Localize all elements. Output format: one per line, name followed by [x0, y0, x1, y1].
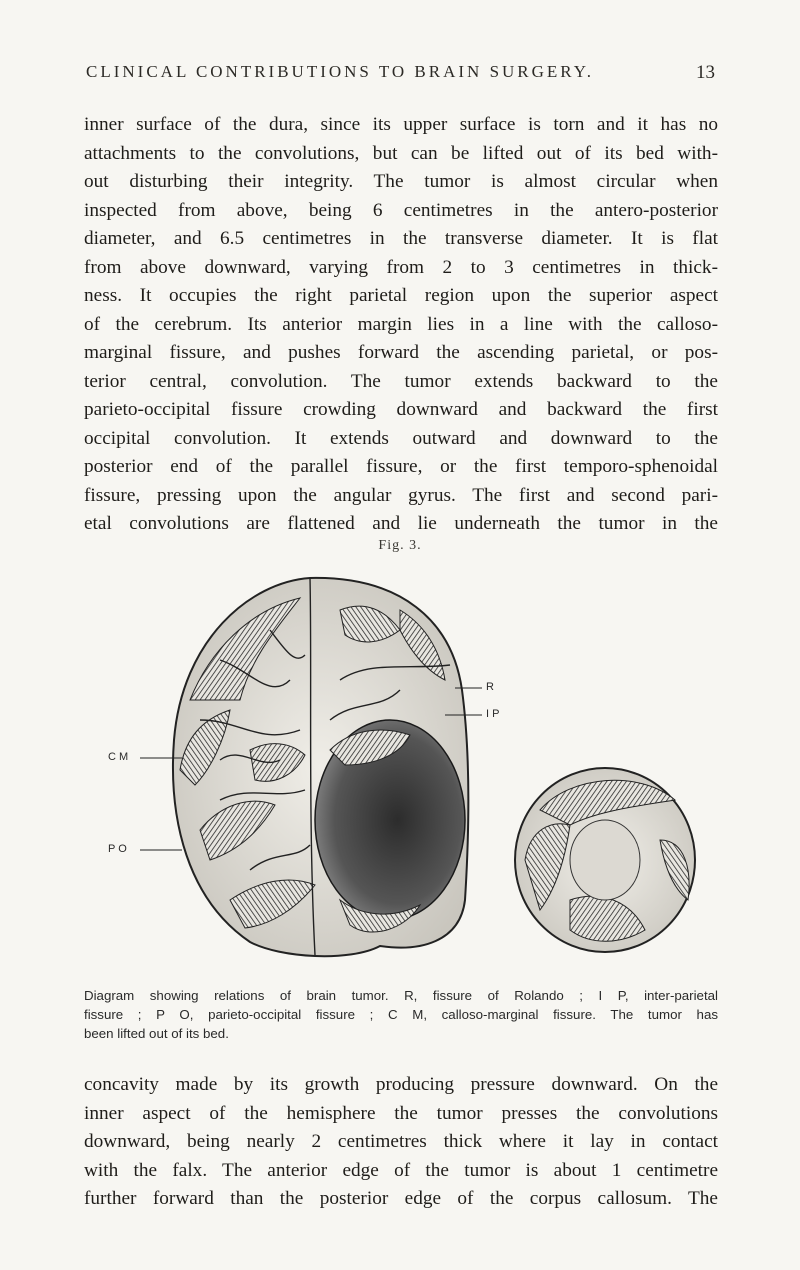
text-line: ness. It occupies the right parietal region upon the superior aspect	[84, 285, 718, 306]
label-cm: C M	[108, 751, 129, 763]
page-number: 13	[696, 62, 715, 83]
paragraph-2	[84, 1071, 718, 1214]
brain-diagram-illustration	[100, 570, 760, 960]
text-line: inspected from above, being 6 centimetres in the antero-posterior	[84, 199, 718, 221]
label-po: P O	[108, 843, 127, 855]
text-line: attachments to the convolutions, but can be lifted out of its bed with-	[84, 142, 718, 164]
text-line: concavity made by its growth producing pressure downward. On the	[84, 1074, 718, 1095]
caption-line: been lifted out of its bed.	[84, 1026, 229, 1041]
brain-diagram	[100, 570, 760, 960]
text-line: of the cerebrum. Its anterior margin lies in a line with the calloso-	[84, 313, 718, 335]
text-line: with the falx. The anterior edge of the tumor is about 1 centimetre	[84, 1159, 718, 1181]
text-line: terior central, convolution. The tumor extends backward to the	[84, 370, 718, 392]
text-line: inner aspect of the hemisphere the tumor presses the convolutions	[84, 1102, 718, 1124]
label-ip: I P	[486, 708, 500, 720]
text-line: inner surface of the dura, since its upper surface is torn and it has no	[84, 114, 718, 135]
paragraph-1	[84, 111, 718, 539]
figure-title: Fig. 3.	[378, 538, 422, 553]
text-line: diameter, and 6.5 centimetres in the transverse diameter. It is flat	[84, 228, 718, 249]
caption-line: Diagram showing relations of brain tumor. R, fissure of Rolando ; I P, inter-parietal	[84, 988, 718, 1003]
figure-caption	[84, 986, 718, 1043]
text-line: out disturbing their integrity. The tumor is almost circular when	[84, 171, 718, 192]
label-r: R	[486, 681, 494, 693]
text-line: fissure, pressing upon the angular gyrus. The first and second pari-	[84, 484, 718, 506]
text-line: from above downward, varying from 2 to 3 centimetres in thick-	[84, 256, 718, 278]
text-line: posterior end of the parallel fissure, or the first temporo-sphenoidal	[84, 456, 718, 477]
text-line: further forward than the posterior edge of the corpus callosum. The	[84, 1188, 718, 1209]
caption-line: fissure ; P O, parieto-occipital fissure ; C M, calloso-marginal fissure. The tumor has	[84, 1007, 718, 1022]
text-line: downward, being nearly 2 centimetres thick where it lay in contact	[84, 1131, 718, 1152]
text-line: etal convolutions are flattened and lie underneath the tumor in the	[84, 513, 718, 534]
text-line: parieto-occipital fissure crowding downward and backward the first	[84, 399, 718, 420]
text-line: occipital convolution. It extends outward and downward to the	[84, 427, 718, 449]
running-head-title: CLINICAL CONTRIBUTIONS TO BRAIN SURGERY.	[86, 62, 595, 81]
text-line: marginal fissure, and pushes forward the ascending parietal, or pos-	[84, 342, 718, 363]
